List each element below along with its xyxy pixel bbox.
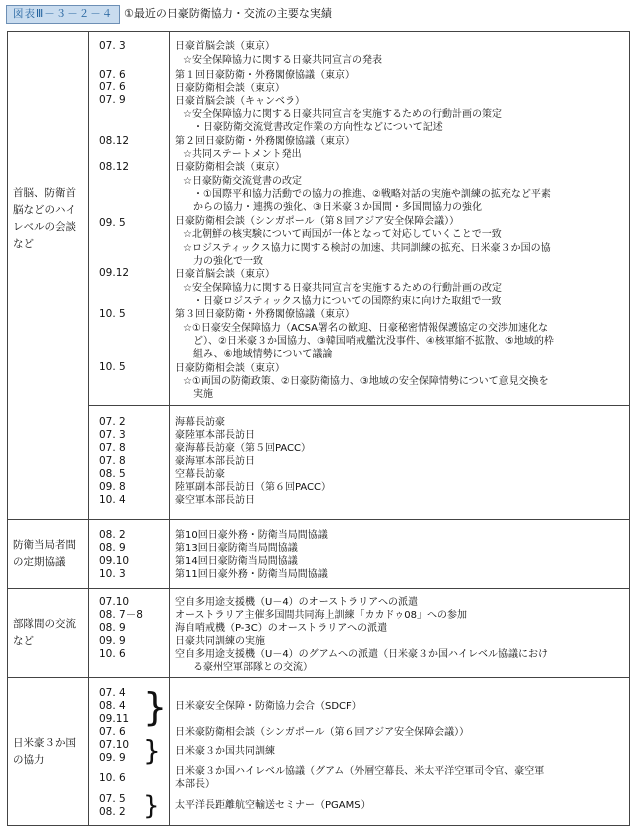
event-line: ☆日豪防衛交流覚書の改定 [183, 176, 302, 187]
date: 07. 3 [99, 40, 126, 52]
date: 08. 5 [99, 468, 126, 480]
date: 10. 6 [99, 648, 126, 660]
date: 08. 4 [99, 700, 126, 712]
section-high-level-talks [8, 32, 629, 405]
date: 07.10 [99, 739, 130, 751]
brace-icon: } [143, 685, 168, 729]
date: 07. 8 [99, 455, 126, 467]
date: 07. 3 [99, 429, 126, 441]
event-line: 空自多用途支援機（U－4）のグアムへの派遣（日米豪３か国ハイレベル協議におけ [175, 649, 548, 660]
event-line: 日米豪３か国共同訓練 [175, 746, 275, 757]
event-line: 海幕長訪豪 [175, 417, 225, 428]
event-line: る豪州空軍部隊との交流） [193, 662, 313, 673]
event-line: 豪陸軍本部長訪日 [175, 430, 255, 441]
section-unit-exchanges [8, 589, 629, 677]
date: 09. 9 [99, 635, 126, 647]
event-line: ☆①日豪安全保障協力（ACSA署名の歓迎、日豪秘密情報保護協定の交渉加速化な [183, 323, 548, 334]
date: 09.11 [99, 713, 130, 725]
event-line: 豪海軍本部長訪日 [175, 456, 255, 467]
event-line: 力の強化で一致 [193, 256, 263, 267]
event-line: 豪空軍本部長訪日 [175, 495, 255, 506]
date-cell [89, 520, 169, 588]
brace-icon: } [143, 734, 161, 767]
date: 10. 4 [99, 494, 126, 506]
event-line: 日豪首脳会談（キャンベラ） [175, 96, 305, 107]
date-cell [89, 589, 169, 677]
date-cell [89, 406, 169, 519]
date: 10. 5 [99, 361, 126, 373]
event-line: 日米豪安全保障・防衛協力会合（SDCF） [175, 701, 362, 712]
event-line: 第２回日豪防衛・外務閣僚協議（東京） [175, 136, 355, 147]
event-cell [171, 520, 626, 588]
event-line: 空幕長訪豪 [175, 469, 225, 480]
event-line: ☆安全保障協力に関する日豪共同宣言を実施するための行動計画の策定 [183, 109, 502, 120]
event-line: 組み、⑥地域情勢について議論 [193, 349, 333, 360]
category-cell [8, 32, 88, 405]
date: 08.12 [99, 135, 130, 147]
category-cell [8, 589, 88, 677]
date: 07. 4 [99, 687, 126, 699]
date-cell [89, 678, 169, 826]
date: 07. 6 [99, 726, 126, 738]
event-line: 日豪防衛相会談（東京） [175, 83, 285, 94]
event-line: 日豪防衛相会談（東京） [175, 363, 285, 374]
category-label: 防衛当局者間の定期協議 [13, 539, 76, 568]
event-line: ☆ロジスティックス協力に関する検討の加速、共同訓練の拡充、日米豪３か国の協 [183, 243, 551, 254]
event-line: ☆共同ステートメント発出 [183, 149, 302, 160]
date: 09. 8 [99, 481, 126, 493]
date: 08.12 [99, 161, 130, 173]
event-line: 日豪首脳会談（東京） [175, 41, 275, 52]
event-line: ・日豪ロジスティックス協力についての国際約束に向けた取組で一致 [193, 296, 502, 307]
event-line: 豪海幕長訪豪（第５回PACC） [175, 443, 312, 454]
category-cell [8, 678, 88, 826]
date: 09. 5 [99, 217, 126, 229]
figure-header [6, 4, 626, 24]
event-line: ・①国際平和協力活動での協力の推進、②戦略対話の実施や訓練の拡充など平素 [193, 189, 551, 200]
section-chief-visits [8, 406, 629, 519]
cooperation-table [7, 31, 630, 826]
figure-title: ①最近の日豪防衛協力・交流の主要な実績 [124, 7, 332, 20]
date: 07. 8 [99, 442, 126, 454]
date: 07. 5 [99, 793, 126, 805]
category-label: 部隊間の交流など [13, 618, 76, 647]
category-cell [8, 520, 88, 588]
category-label: 首脳、防衛首脳などのハイレベルの会談など [13, 186, 76, 250]
date: 09.12 [99, 267, 130, 279]
date: 08. 9 [99, 542, 126, 554]
event-line: ☆安全保障協力に関する日豪共同宣言を実施するための行動計画の改定 [183, 283, 502, 294]
date: 10. 5 [99, 308, 126, 320]
date: 09.10 [99, 555, 130, 567]
event-line: 本部長） [175, 779, 215, 790]
date: 08. 7－8 [99, 609, 143, 621]
event-line: 日米豪防衛相会談（シンガポール（第６回アジア安全保障会議）） [175, 727, 470, 738]
event-line: 太平洋長距離航空輸送セミナー（PGAMS） [175, 800, 371, 811]
event-line: 第３回日豪防衛・外務閣僚協議（東京） [175, 309, 355, 320]
date: 08. 2 [99, 806, 126, 818]
date: 07.10 [99, 596, 130, 608]
event-cell [171, 32, 626, 405]
brace-icon: } [143, 791, 160, 821]
event-line: 第11回日豪外務・防衛当局間協議 [175, 569, 328, 580]
date: 07. 2 [99, 416, 126, 428]
event-line: からの協力・連携の強化、③日米豪３か国間・多国間協力の強化 [193, 202, 482, 213]
event-line: ☆北朝鮮の核実験について両国が一体となって対応していくことで一致 [183, 229, 502, 240]
event-cell [171, 406, 626, 519]
section-trilateral-cooperation [8, 678, 629, 826]
section-periodic-consultations [8, 520, 629, 588]
figure-number-label: 図表Ⅲ－３－２－４ [6, 5, 120, 24]
event-line: 日豪共同訓練の実施 [175, 636, 265, 647]
event-line: ☆安全保障協力に関する日豪共同宣言の発表 [183, 55, 382, 66]
date: 07. 6 [99, 81, 126, 93]
category-label: 日米豪３か国の協力 [13, 737, 76, 766]
event-line: ど）、②日米豪３か国協力、③韓国哨戒艦沈没事件、④核軍縮不拡散、⑤地域的枠 [193, 336, 554, 347]
event-line: 第14回日豪防衛当局間協議 [175, 556, 298, 567]
date: 07. 6 [99, 69, 126, 81]
date: 07. 9 [99, 94, 126, 106]
event-line: 日豪防衛相会談（シンガポール（第８回アジア安全保障会議）） [175, 216, 460, 227]
event-line: ・日豪防衛交流覚書改定作業の方向性などについて記述 [193, 122, 443, 133]
event-line: オーストラリア主催多国間共同海上訓練「カカドゥ08」への参加 [175, 610, 467, 621]
date: 08. 9 [99, 622, 126, 634]
date: 10. 3 [99, 568, 126, 580]
event-line: 陸軍副本部長訪日（第６回PACC） [175, 482, 332, 493]
event-cell [171, 678, 626, 826]
event-line: 海自哨戒機（P-3C）のオーストラリアへの派遣 [175, 623, 388, 634]
event-line: 第10回日豪外務・防衛当局間協議 [175, 530, 328, 541]
event-line: 日米豪３か国ハイレベル協議（グアム（外層空幕長、米太平洋空軍司令官、豪空軍 [175, 766, 545, 777]
event-cell [171, 589, 626, 677]
event-line: 空自多用途支援機（U－4）のオーストラリアへの派遣 [175, 597, 418, 608]
event-line: 実施 [193, 389, 213, 400]
event-line: 日豪防衛相会談（東京） [175, 162, 285, 173]
date: 08. 2 [99, 529, 126, 541]
event-line: 第13回日豪防衛当局間協議 [175, 543, 298, 554]
date: 09. 9 [99, 752, 126, 764]
event-line: 第１回日豪防衛・外務閣僚協議（東京） [175, 70, 355, 81]
date: 10. 6 [99, 772, 126, 784]
event-line: ☆①両国の防衛政策、②日豪防衛協力、③地域の安全保障情勢について意見交換を [183, 376, 549, 387]
event-line: 日豪首脳会談（東京） [175, 269, 275, 280]
date-cell [89, 32, 169, 405]
